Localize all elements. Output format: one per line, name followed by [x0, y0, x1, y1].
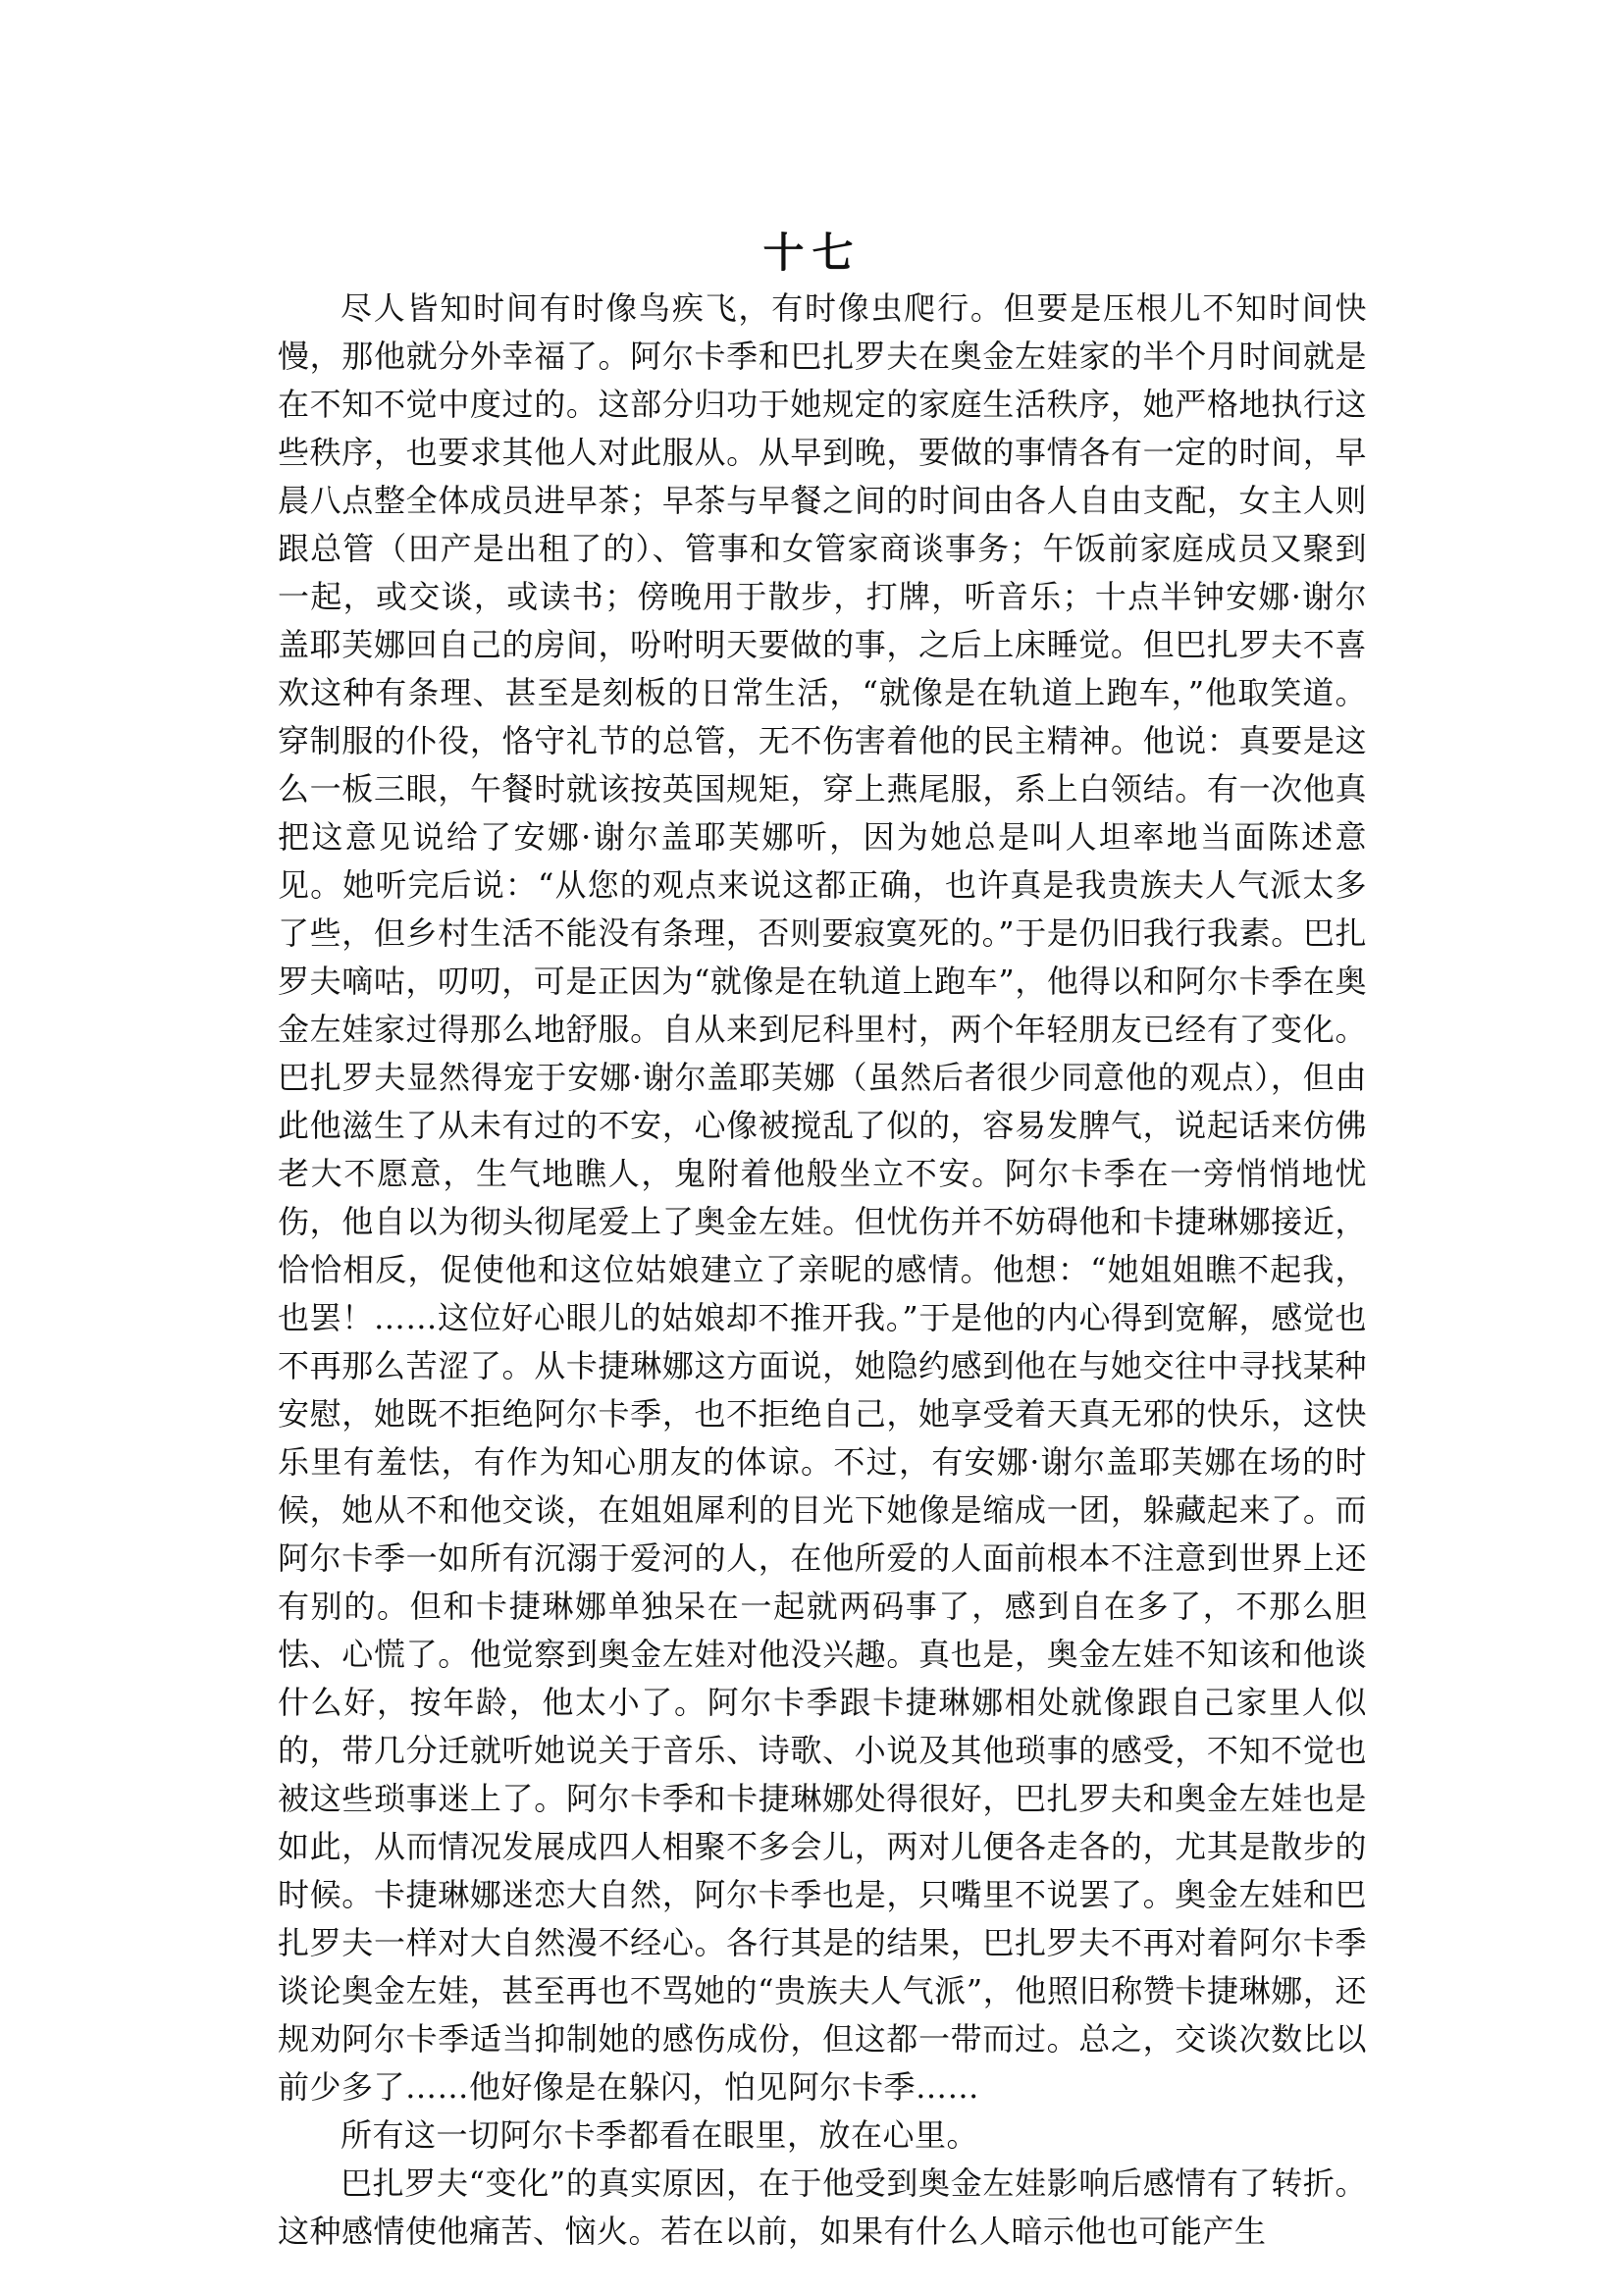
- chapter-title: 十七: [762, 229, 862, 278]
- paragraph-2: 所有这一切阿尔卡季都看在眼里，放在心里。: [341, 2116, 979, 2154]
- chapter-body: [278, 285, 1367, 2256]
- paragraph-3: 巴扎罗夫“变化”的真实原因，在于他受到奥金左娃影响后感情有了转折。这种感情使他痛苦、恼火。若在以前，如果有什么人暗示他也可能产生: [278, 2164, 1367, 2250]
- paragraph-1: 尽人皆知时间有时像鸟疾飞，有时像虫爬行。但要是压根儿不知时间快慢，那他就分外幸福了。阿尔卡季和巴扎罗夫在奥金左娃家的半个月时间就是在不知不觉中度过的。这部分归功于她规定的家庭生活秩序，她严格地执行这些秩序，也要求其他人对此服从。从早到晚，要做的事情各有一定的时间，早晨八点整全体成员进早茶；早茶与早餐之间的时间由各人自由支配，女主人则跟总管（田产是出租了的）、管事和女管家商谈事务；午饭前家庭成员又聚到一起，或交谈，或读书；傍晚用于散步，打牌，听音乐；十点半钟安娜·谢尔盖耶芙娜回自己的房间，吩咐明天要做的事，之后上床睡觉。但巴扎罗夫不喜欢这种有条理、甚至是刻板的日常生活，“就像是在轨道上跑车，”他取笑道。穿制服的仆役，恪守礼节的总管，无不伤害着他的民主精神。他说：真要是这么一板三眼，午餐时就该按英国规矩，穿上燕尾服，系上白领结。有一次他真把这意见说给了安娜·谢尔盖耶芙娜听，因为她总是叫人坦率地当面陈述意见。她听完后说：“从您的观点来说这都正确，也许真是我贵族夫人气派太多了些，但乡村生活不能没有条理，否则要寂寞死的。”于是仍旧我行我素。巴扎罗夫嘀咕，叨叨，可是正因为“就像是在轨道上跑车”，他得以和阿尔卡季在奥金左娃家过得那么地舒服。自从来到尼科里村，两个年轻朋友已经有了变化。巴扎罗夫显然得宠于安娜·谢尔盖耶芙娜（虽然后者很少同意他的观点），但由此他滋生了从未有过的不安，心像被搅乱了似的，容易发脾气，说起话来仿佛老大不愿意，生气地瞧人，鬼附着他般坐立不安。阿尔卡季在一旁悄悄地忧伤，他自以为彻头彻尾爱上了奥金左娃。但忧伤并不妨碍他和卡捷琳娜接近，恰恰相反，促使他和这位姑娘建立了亲昵的感情。他想：“她姐姐瞧不起我，也罢！……这位好心眼儿的姑娘却不推开我。”于是他的内心得到宽解，感觉也不再那么苦涩了。从卡捷琳娜这方面说，她隐约感到他在与她交往中寻找某种安慰，她既不拒绝阿尔卡季，也不拒绝自己，她享受着天真无邪的快乐，这快乐里有羞怯，有作为知心朋友的体谅。不过，有安娜·谢尔盖耶芙娜在场的时候，她从不和他交谈，在姐姐犀利的目光下她像是缩成一团，躲藏起来了。而阿尔卡季一如所有沉溺于爱河的人，在他所爱的人面前根本不注意到世界上还有别的。但和卡捷琳娜单独呆在一起就两码事了，感到自在多了，不那么胆怯、心慌了。他觉察到奥金左娃对他没兴趣。真也是，奥金左娃不知该和他谈什么好，按年龄，他太小了。阿尔卡季跟卡捷琳娜相处就像跟自己家里人似的，带几分迁就听她说关于音乐、诗歌、小说及其他琐事的感受，不知不觉也被这些琐事迷上了。阿尔卡季和卡捷琳娜处得很好，巴扎罗夫和奥金左娃也是如此，从而情况发展成四人相聚不多会儿，两对儿便各走各的，尤其是散步的时候。卡捷琳娜迷恋大自然，阿尔卡季也是，只嘴里不说罢了。奥金左娃和巴扎罗夫一样对大自然漫不经心。各行其是的结果，巴扎罗夫不再对着阿尔卡季谈论奥金左娃，甚至再也不骂她的“贵族夫人气派”，他照旧称赞卡捷琳娜，还规劝阿尔卡季适当抑制她的感伤成份，但这都一带而过。总之，交谈次数比以前少多了……他好像是在躲闪，怕见阿尔卡季……: [278, 289, 1367, 2106]
